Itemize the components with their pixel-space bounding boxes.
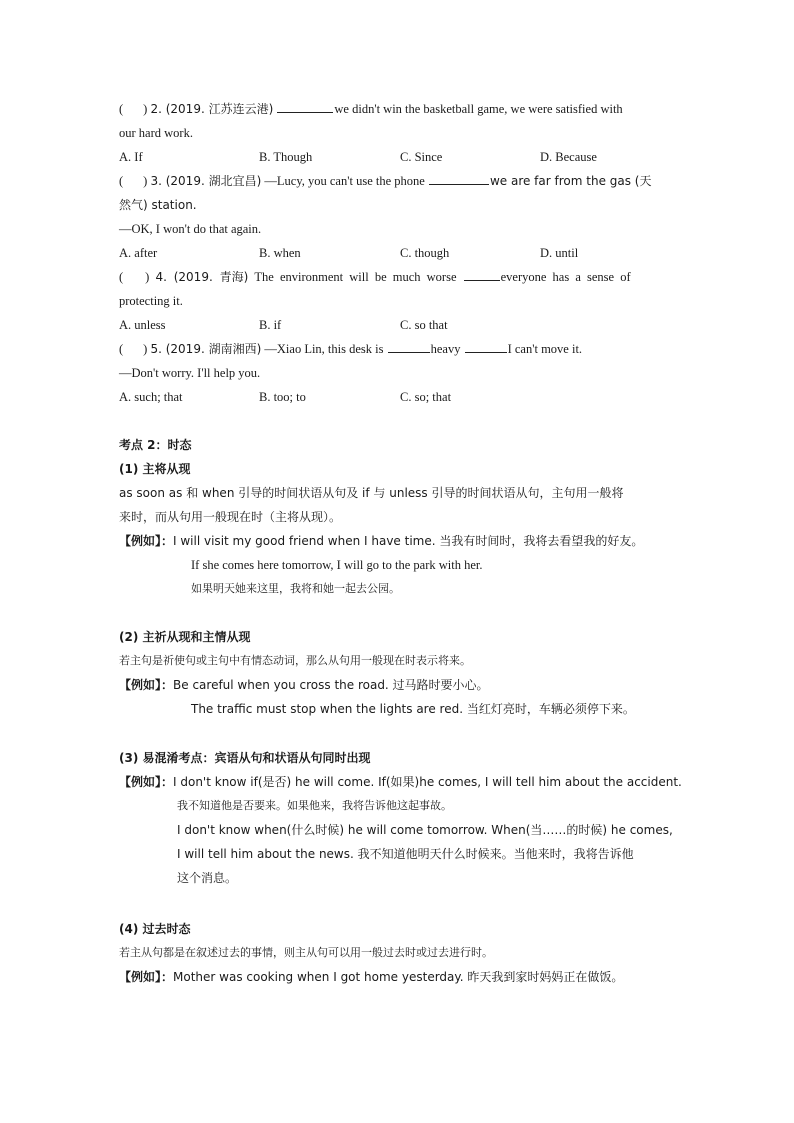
question-5-line2: —Don't worry. I'll help you. <box>119 366 261 380</box>
example-line: If she comes here tomorrow, I will go to the park with her. <box>191 558 483 572</box>
example-line: I will tell him about the news. 我不知道他明天什么时候来。当他来时，我将告诉他 <box>177 847 634 861</box>
example-line: 【例如】：I don't know if(是否) he will come. If(如果)he comes, I will tell him about the accident. <box>119 775 682 789</box>
option: A. If <box>119 150 143 164</box>
example-line: 这个消息。 <box>177 871 238 885</box>
answer-blank[interactable] <box>429 173 489 185</box>
option: B. if <box>259 318 282 332</box>
example-line: 我不知道他是否要来。如果他来，我将告诉他这起事故。 <box>177 799 452 812</box>
option: B. when <box>259 246 301 260</box>
question-number: 2. (2019. 江苏连云港) <box>150 102 274 116</box>
option: D. until <box>540 246 579 260</box>
example-label: 【例如】： <box>119 534 174 548</box>
subsection-title: (3) 易混淆考点：宾语从句和状语从句同时出现 <box>119 751 371 765</box>
example-line: 【例如】：Mother was cooking when I got home yesterday. 昨天我到家时妈妈正在做饭。 <box>119 970 624 984</box>
example-label: 【例如】： <box>119 678 174 692</box>
question-3-line3: —OK, I won't do that again. <box>119 222 262 236</box>
question-number: 3. (2019. 湖北宜昌) <box>150 174 262 188</box>
subsection-description: 来时，而从句用一般现在时（主将从现）。 <box>119 510 342 524</box>
subsection-title: (4) 过去时态 <box>119 922 191 936</box>
question-5-line1: ( ) 5. (2019. 湖南湘西) —Xiao Lin, this desk is heavy I can't move it. <box>119 342 583 356</box>
subsection-title: (1) 主将从现 <box>119 462 191 476</box>
option: C. Since <box>400 150 443 164</box>
answer-blank[interactable] <box>277 101 333 113</box>
example-label: 【例如】： <box>119 970 174 984</box>
answer-blank[interactable] <box>388 341 430 353</box>
option: D. Because <box>540 150 597 164</box>
subsection-title: (2) 主祈从现和主情从现 <box>119 630 251 644</box>
subsection-description: 若主从句都是在叙述过去的事情，则主从句可以用一般过去时或过去进行时。 <box>119 946 493 959</box>
example-line: 如果明天她来这里，我将和她一起去公园。 <box>191 582 400 595</box>
answer-blank[interactable] <box>464 269 500 281</box>
example-line: 【例如】：I will visit my good friend when I have time. 当我有时间时，我将去看望我的好友。 <box>119 534 644 548</box>
subsection-description: 若主句是祈使句或主句中有情态动词，那么从句用一般现在时表示将来。 <box>119 654 471 667</box>
example-line: I don't know when(什么时候) he will come tomorrow. When(当……的时候) he comes, <box>177 823 673 837</box>
answer-blank[interactable] <box>465 341 507 353</box>
question-2-line1: ( ) 2. (2019. 江苏连云港) we didn't win the basketball game, we were satisfied with <box>119 102 623 116</box>
example-label: 【例如】： <box>119 775 174 789</box>
option: A. such; that <box>119 390 183 404</box>
option: A. unless <box>119 318 166 332</box>
question-3-line1: ( ) 3. (2019. 湖北宜昌) —Lucy, you can't use the phone we are far from the gas (天 <box>119 174 652 188</box>
question-2-line2: our hard work. <box>119 126 193 140</box>
question-number: 5. (2019. 湖南湘西) <box>150 342 262 356</box>
subsection-description: as soon as 和 when 引导的时间状语从句及 if 与 unless 引导的时间状语从句，主句用一般将 <box>119 486 624 500</box>
section-title: 考点 2：时态 <box>119 438 192 452</box>
question-4-line2: protecting it. <box>119 294 183 308</box>
option: C. so that <box>400 318 448 332</box>
option: B. Though <box>259 150 313 164</box>
option: A. after <box>119 246 158 260</box>
option: C. so; that <box>400 390 452 404</box>
option: B. too; to <box>259 390 306 404</box>
example-line: The traffic must stop when the lights are red. 当红灯亮时，车辆必须停下来。 <box>191 702 635 716</box>
example-line: 【例如】：Be careful when you cross the road. 过马路时要小心。 <box>119 678 489 692</box>
option: C. though <box>400 246 450 260</box>
question-4-line1: ( ) 4. (2019. 青海) The environment will be much worse everyone has a sense of <box>119 270 631 284</box>
question-3-line2: 然气) station. <box>119 198 197 212</box>
question-number: 4. (2019. 青海) <box>155 270 249 284</box>
